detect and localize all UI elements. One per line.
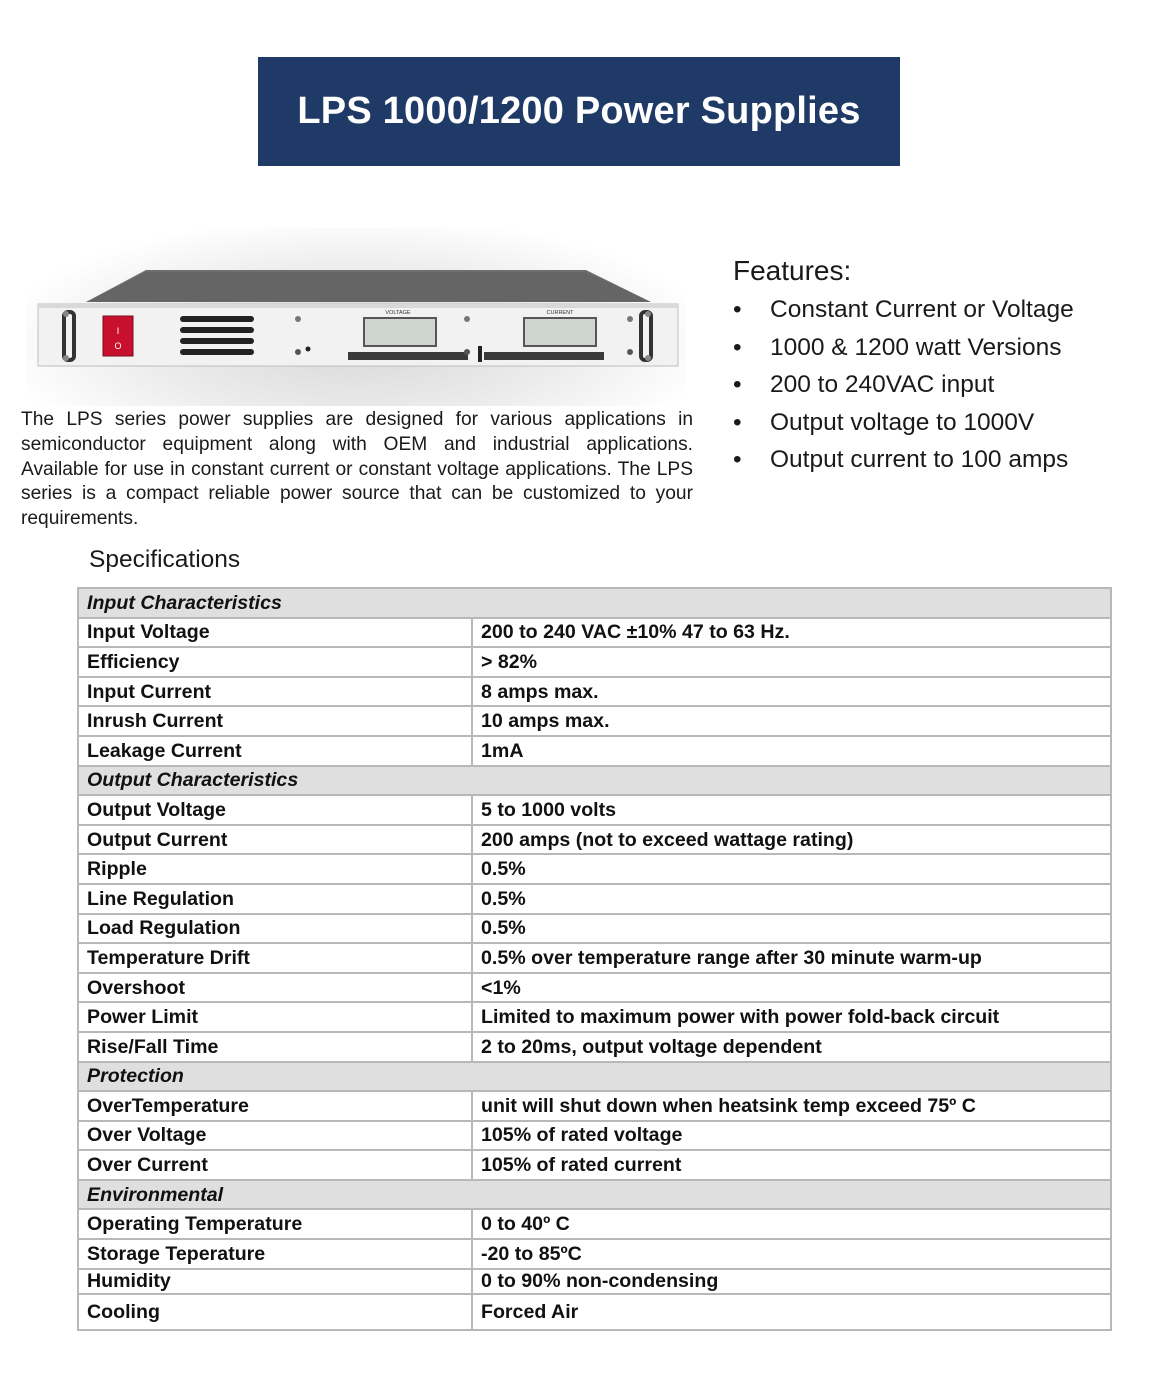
voltage-display — [364, 318, 436, 346]
spec-value: 8 amps max. — [472, 677, 1111, 707]
spec-label: Efficiency — [78, 647, 472, 677]
power-supply-illustration — [26, 228, 686, 406]
switch-on-mark: I — [116, 326, 120, 336]
spec-label: Ripple — [78, 854, 472, 884]
spec-label: Operating Temperature — [78, 1209, 472, 1239]
spec-value: Limited to maximum power with power fold-back circuit — [472, 1002, 1111, 1032]
table-row — [78, 647, 1111, 677]
table-row — [78, 1269, 1111, 1295]
table-row — [78, 825, 1111, 855]
spec-value: 200 amps (not to exceed wattage rating) — [472, 825, 1111, 855]
table-row — [78, 973, 1111, 1003]
table-row — [78, 736, 1111, 766]
section-title: Output Characteristics — [78, 766, 1111, 796]
section-title: Protection — [78, 1062, 1111, 1092]
feature-text: 1000 & 1200 watt Versions — [770, 333, 1062, 361]
spec-label: Input Current — [78, 677, 472, 707]
feature-text: Output voltage to 1000V — [770, 408, 1035, 436]
spec-label: Output Voltage — [78, 795, 472, 825]
bullet-icon: • — [733, 333, 742, 361]
spec-label: Line Regulation — [78, 884, 472, 914]
table-row — [78, 914, 1111, 944]
table-row — [78, 854, 1111, 884]
section-header-row — [78, 1180, 1111, 1210]
feature-text: 200 to 240VAC input — [770, 371, 995, 399]
spec-label: Inrush Current — [78, 706, 472, 736]
bullet-icon: • — [733, 408, 742, 436]
feature-item — [733, 368, 1074, 406]
product-photo — [26, 228, 686, 406]
switch-off-mark: O — [114, 341, 122, 351]
spec-value: 105% of rated voltage — [472, 1121, 1111, 1151]
bullet-icon: • — [733, 296, 742, 323]
section-header-row — [78, 766, 1111, 796]
spec-value: 0.5% — [472, 884, 1111, 914]
section-title: Environmental — [78, 1180, 1111, 1210]
feature-item — [733, 443, 1074, 481]
table-row — [78, 618, 1111, 648]
feature-item — [733, 293, 1074, 331]
spec-value: 105% of rated current — [472, 1150, 1111, 1180]
features-heading: Features: — [733, 255, 852, 286]
spec-label: Rise/Fall Time — [78, 1032, 472, 1062]
features-list — [733, 293, 1074, 481]
table-row — [78, 677, 1111, 707]
spec-value: <1% — [472, 973, 1111, 1003]
spec-value: Forced Air — [472, 1294, 1111, 1330]
voltage-knobs — [348, 352, 468, 360]
spec-label: Cooling — [78, 1294, 472, 1330]
table-row — [78, 884, 1111, 914]
spec-label: Over Voltage — [78, 1121, 472, 1151]
feature-text: Output current to 100 amps — [770, 446, 1069, 474]
table-row — [78, 795, 1111, 825]
current-label: CURRENT — [546, 310, 574, 316]
table-row — [78, 706, 1111, 736]
current-display — [524, 318, 596, 346]
spec-value: 10 amps max. — [472, 706, 1111, 736]
spec-value: 200 to 240 VAC ±10% 47 to 63 Hz. — [472, 618, 1111, 648]
spec-value: unit will shut down when heatsink temp exceed 75º C — [472, 1091, 1111, 1121]
bullet-icon: • — [733, 371, 742, 399]
section-header-row — [78, 1062, 1111, 1092]
table-row — [78, 1294, 1111, 1330]
table-row — [78, 1150, 1111, 1180]
spec-value: 0.5% — [472, 854, 1111, 884]
spec-value: 2 to 20ms, output voltage dependent — [472, 1032, 1111, 1062]
section-header-row — [78, 588, 1111, 618]
specifications-heading: Specifications — [89, 546, 241, 573]
voltage-label: VOLTAGE — [385, 310, 411, 316]
section-title: Input Characteristics — [78, 588, 1111, 618]
table-row — [78, 1121, 1111, 1151]
table-row — [78, 1091, 1111, 1121]
table-row — [78, 943, 1111, 973]
spec-value: 0 to 90% non-condensing — [472, 1269, 1111, 1295]
spec-value: 0.5% — [472, 914, 1111, 944]
page-title: LPS 1000/1200 Power Supplies — [297, 90, 861, 132]
spec-label: Power Limit — [78, 1002, 472, 1032]
table-row — [78, 1239, 1111, 1269]
spec-label: Over Current — [78, 1150, 472, 1180]
spec-label: Output Current — [78, 825, 472, 855]
page-title-banner — [258, 57, 900, 166]
bullet-icon: • — [733, 446, 742, 474]
spec-value: 0.5% over temperature range after 30 minute warm-up — [472, 943, 1111, 973]
spec-value: 5 to 1000 volts — [472, 795, 1111, 825]
table-row — [78, 1032, 1111, 1062]
spec-label: Humidity — [78, 1269, 472, 1295]
spec-label: Load Regulation — [78, 914, 472, 944]
spec-value: -20 to 85ºC — [472, 1239, 1111, 1269]
feature-item — [733, 406, 1074, 444]
feature-text: Constant Current or Voltage — [770, 296, 1074, 323]
specifications-table — [77, 587, 1112, 1331]
feature-item — [733, 331, 1074, 369]
spec-value: 1mA — [472, 736, 1111, 766]
spec-label: OverTemperature — [78, 1091, 472, 1121]
current-knobs — [484, 352, 604, 360]
spec-label: Temperature Drift — [78, 943, 472, 973]
spec-value: 0 to 40º C — [472, 1209, 1111, 1239]
spec-value: > 82% — [472, 647, 1111, 677]
spec-label: Storage Teperature — [78, 1239, 472, 1269]
table-row — [78, 1002, 1111, 1032]
table-row — [78, 1209, 1111, 1239]
spec-label: Overshoot — [78, 973, 472, 1003]
spec-label: Leakage Current — [78, 736, 472, 766]
intro-paragraph: The LPS series power supplies are designed for various applications in semiconductor equipment along with OEM and industrial applications. Available for use in constant current or constant voltage applications. The LPS series is a compact reliable power source that can be customized to your requirements. — [21, 409, 693, 530]
spec-label: Input Voltage — [78, 618, 472, 648]
